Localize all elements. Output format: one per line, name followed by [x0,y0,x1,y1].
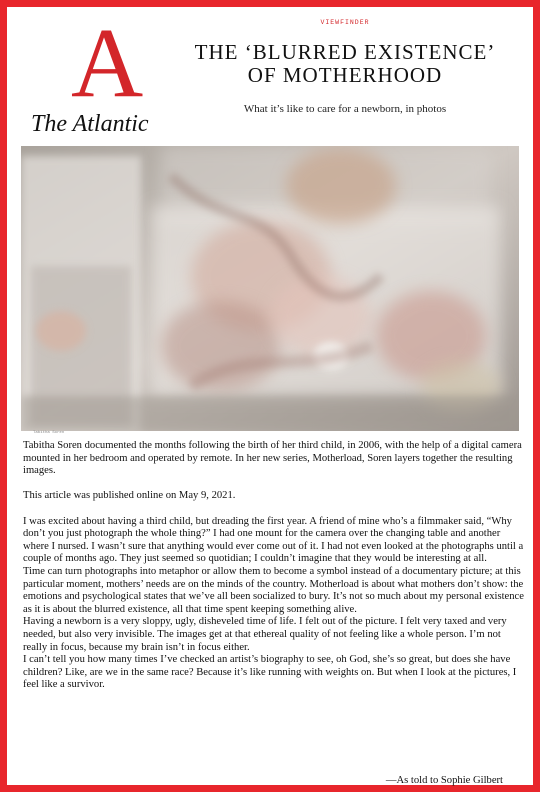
dek: What it’s like to care for a newborn, in photos [243,103,447,115]
photo-credit: Tabitha Soren [33,431,65,435]
hero-photo [21,146,519,431]
signoff: —As told to Sophie Gilbert [385,775,503,786]
publication-note: This article was published online on May 9, 2021. [23,490,236,502]
headline-line-2: OF MOTHERHOOD [247,63,443,87]
body-paragraph-3: Having a newborn is a very sloppy, ugly, disheveled time of life. I felt out of the picture. I felt very taxed and very needed, but also very invisible. The images get at that ethereal quality of not feeling like a whole person. I’m not really in focus, because my brain isn’t in focus either. [23,616,507,653]
section-kicker: VIEWFINDER [320,19,370,26]
body-paragraph-1: I was excited about having a third child, but dreading the first year. A friend of mine who’s a filmmaker said, “Why don’t you just photograph the whole thing?” I had one mount for the camera over the changing table and another where I nursed. I wasn’t sure that anything would ever come out of it. I had not even looked at the photographs until a couple of months ago. They just seemed so quotidian; I couldn’t imagine that they would be interesting at all. [23,515,524,565]
article-body [23,440,525,692]
body-paragraph-4: I can’t tell you how many times I’ve checked an artist’s biography to see, oh God, she’s so great, but does she have children? Like, are we in the same race? Because it’s like running with weights on. But when I look at the pictures, I feel like a survivor. [23,654,517,691]
hero-photo-illustration [21,146,519,431]
intro-paragraph: Tabitha Soren documented the months following the birth of her third child, in 2006, with the help of a digital camera mounted in her bedroom and operated by remote. In her new series, Motherload, Soren layers together the resulting images. [23,440,522,477]
atlantic-logo-letter: A [71,7,144,118]
atlantic-logo-wordmark: The Atlantic [31,111,149,137]
headline [183,41,507,87]
body-paragraph-2: Time can turn photographs into metaphor or allow them to become a symbol instead of a documentary picture; at this particular moment, mothers’ needs are on the minds of the country. Motherload is about what mothers don’t show: the emotions and psychological states that we’ve all been socialized to bury. It’s not so much about my personal existence as it is about the blurred existence, all that time spent keeping something alive. [23,565,524,615]
headline-line-1: THE ‘BLURRED EXISTENCE’ [194,40,496,64]
